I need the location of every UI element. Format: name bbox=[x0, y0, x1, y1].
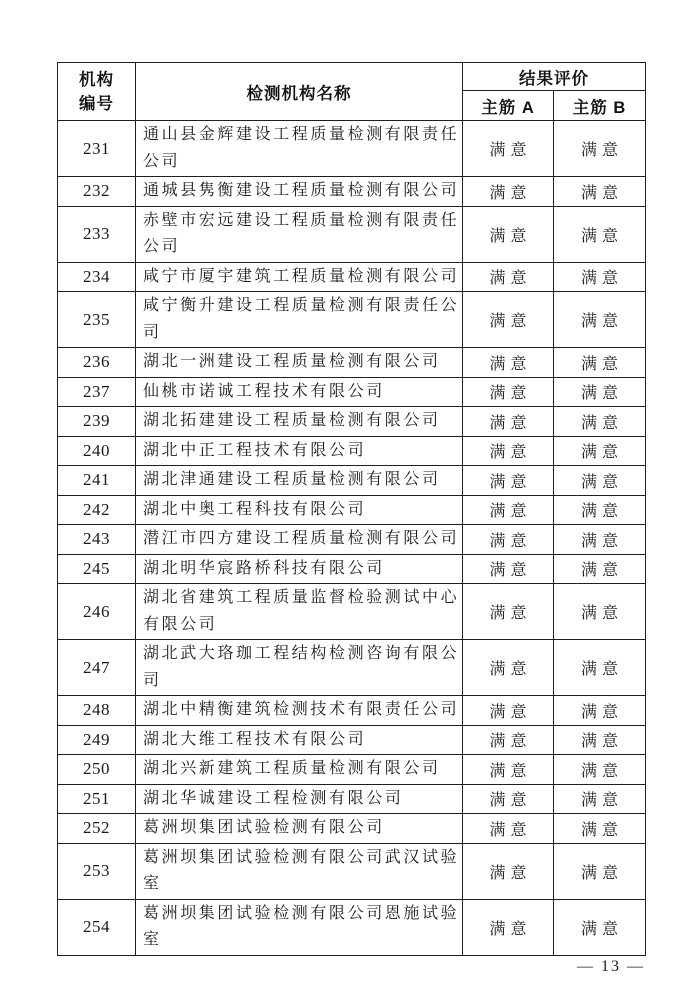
org-id-cell: 234 bbox=[58, 262, 136, 292]
rebar-b-result-cell: 满意 bbox=[554, 292, 646, 348]
rebar-b-result-cell: 满意 bbox=[554, 696, 646, 726]
rebar-a-result-cell: 满意 bbox=[463, 755, 554, 785]
org-id-cell: 249 bbox=[58, 725, 136, 755]
header-rebar-b: 主筋 B bbox=[554, 91, 646, 121]
header-org-name: 检测机构名称 bbox=[136, 63, 463, 121]
rebar-b-result-cell: 满意 bbox=[554, 554, 646, 584]
rebar-b-result-cell: 满意 bbox=[554, 584, 646, 640]
org-name-cell: 湖北一洲建设工程质量检测有限公司 bbox=[136, 348, 463, 378]
rebar-a-result-cell: 满意 bbox=[463, 554, 554, 584]
table-row bbox=[58, 640, 646, 696]
header-org-id-line1: 机构 bbox=[79, 70, 114, 89]
table-row bbox=[58, 292, 646, 348]
table-row bbox=[58, 121, 646, 177]
org-id-cell: 242 bbox=[58, 495, 136, 525]
org-name-cell: 通城县隽衡建设工程质量检测有限公司 bbox=[136, 177, 463, 207]
org-id-cell: 253 bbox=[58, 843, 136, 899]
rebar-b-result-cell: 满意 bbox=[554, 262, 646, 292]
org-name-cell: 湖北省建筑工程质量监督检验测试中心有限公司 bbox=[136, 584, 463, 640]
rebar-b-result-cell: 满意 bbox=[554, 784, 646, 814]
evaluation-table bbox=[57, 62, 646, 956]
org-name-cell: 咸宁市厦宇建筑工程质量检测有限公司 bbox=[136, 262, 463, 292]
rebar-a-result-cell: 满意 bbox=[463, 725, 554, 755]
org-id-cell: 240 bbox=[58, 436, 136, 466]
table-row bbox=[58, 584, 646, 640]
rebar-a-result-cell: 满意 bbox=[463, 640, 554, 696]
rebar-b-result-cell: 满意 bbox=[554, 899, 646, 955]
header-result-group: 结果评价 bbox=[463, 63, 646, 91]
rebar-a-result-cell: 满意 bbox=[463, 814, 554, 844]
rebar-b-result-cell: 满意 bbox=[554, 525, 646, 555]
rebar-b-result-cell: 满意 bbox=[554, 206, 646, 262]
org-name-cell: 湖北大维工程技术有限公司 bbox=[136, 725, 463, 755]
table-row bbox=[58, 755, 646, 785]
table-row bbox=[58, 348, 646, 378]
rebar-b-result-cell: 满意 bbox=[554, 466, 646, 496]
org-id-cell: 233 bbox=[58, 206, 136, 262]
rebar-b-result-cell: 满意 bbox=[554, 436, 646, 466]
table-row bbox=[58, 436, 646, 466]
org-id-cell: 250 bbox=[58, 755, 136, 785]
table-row bbox=[58, 495, 646, 525]
rebar-a-result-cell: 满意 bbox=[463, 584, 554, 640]
table-row bbox=[58, 696, 646, 726]
header-org-id-line2: 编号 bbox=[79, 94, 114, 113]
org-name-cell: 湖北兴新建筑工程质量检测有限公司 bbox=[136, 755, 463, 785]
rebar-b-result-cell: 满意 bbox=[554, 755, 646, 785]
org-id-cell: 241 bbox=[58, 466, 136, 496]
rebar-b-result-cell: 满意 bbox=[554, 348, 646, 378]
header-org-id bbox=[58, 63, 136, 121]
org-id-cell: 254 bbox=[58, 899, 136, 955]
org-name-cell: 湖北武大珞珈工程结构检测咨询有限公司 bbox=[136, 640, 463, 696]
rebar-a-result-cell: 满意 bbox=[463, 525, 554, 555]
rebar-a-result-cell: 满意 bbox=[463, 407, 554, 437]
rebar-a-result-cell: 满意 bbox=[463, 784, 554, 814]
org-name-cell: 通山县金辉建设工程质量检测有限责任公司 bbox=[136, 121, 463, 177]
rebar-a-result-cell: 满意 bbox=[463, 466, 554, 496]
header-row-1 bbox=[58, 63, 646, 91]
org-name-cell: 咸宁衡升建设工程质量检测有限责任公司 bbox=[136, 292, 463, 348]
rebar-b-result-cell: 满意 bbox=[554, 814, 646, 844]
rebar-a-result-cell: 满意 bbox=[463, 348, 554, 378]
org-id-cell: 236 bbox=[58, 348, 136, 378]
org-name-cell: 湖北华诚建设工程检测有限公司 bbox=[136, 784, 463, 814]
table-row bbox=[58, 525, 646, 555]
header-rebar-a: 主筋 A bbox=[463, 91, 554, 121]
org-id-cell: 231 bbox=[58, 121, 136, 177]
rebar-a-result-cell: 满意 bbox=[463, 121, 554, 177]
table-row bbox=[58, 206, 646, 262]
rebar-b-result-cell: 满意 bbox=[554, 725, 646, 755]
rebar-a-result-cell: 满意 bbox=[463, 377, 554, 407]
org-id-cell: 232 bbox=[58, 177, 136, 207]
org-name-cell: 葛洲坝集团试验检测有限公司恩施试验室 bbox=[136, 899, 463, 955]
table-body bbox=[58, 121, 646, 956]
rebar-a-result-cell: 满意 bbox=[463, 899, 554, 955]
rebar-b-result-cell: 满意 bbox=[554, 495, 646, 525]
org-id-cell: 251 bbox=[58, 784, 136, 814]
table-row bbox=[58, 725, 646, 755]
org-id-cell: 247 bbox=[58, 640, 136, 696]
table-row bbox=[58, 377, 646, 407]
page-number: — 13 — bbox=[577, 958, 645, 975]
table-header bbox=[58, 63, 646, 121]
org-name-cell: 仙桃市诺诚工程技术有限公司 bbox=[136, 377, 463, 407]
org-id-cell: 252 bbox=[58, 814, 136, 844]
org-id-cell: 235 bbox=[58, 292, 136, 348]
table-row bbox=[58, 177, 646, 207]
rebar-a-result-cell: 满意 bbox=[463, 696, 554, 726]
org-id-cell: 245 bbox=[58, 554, 136, 584]
org-name-cell: 葛洲坝集团试验检测有限公司武汉试验室 bbox=[136, 843, 463, 899]
rebar-a-result-cell: 满意 bbox=[463, 495, 554, 525]
org-id-cell: 248 bbox=[58, 696, 136, 726]
org-name-cell: 湖北拓建建设工程质量检测有限公司 bbox=[136, 407, 463, 437]
table-row bbox=[58, 466, 646, 496]
org-name-cell: 湖北中正工程技术有限公司 bbox=[136, 436, 463, 466]
org-id-cell: 243 bbox=[58, 525, 136, 555]
org-name-cell: 湖北中奥工程科技有限公司 bbox=[136, 495, 463, 525]
table-row bbox=[58, 843, 646, 899]
rebar-b-result-cell: 满意 bbox=[554, 177, 646, 207]
rebar-b-result-cell: 满意 bbox=[554, 377, 646, 407]
org-id-cell: 239 bbox=[58, 407, 136, 437]
rebar-a-result-cell: 满意 bbox=[463, 843, 554, 899]
rebar-a-result-cell: 满意 bbox=[463, 292, 554, 348]
org-name-cell: 湖北中精衡建筑检测技术有限责任公司 bbox=[136, 696, 463, 726]
rebar-b-result-cell: 满意 bbox=[554, 640, 646, 696]
org-name-cell: 葛洲坝集团试验检测有限公司 bbox=[136, 814, 463, 844]
table-row bbox=[58, 262, 646, 292]
table-row bbox=[58, 784, 646, 814]
rebar-b-result-cell: 满意 bbox=[554, 121, 646, 177]
rebar-a-result-cell: 满意 bbox=[463, 206, 554, 262]
org-id-cell: 246 bbox=[58, 584, 136, 640]
rebar-a-result-cell: 满意 bbox=[463, 262, 554, 292]
rebar-a-result-cell: 满意 bbox=[463, 436, 554, 466]
table-row bbox=[58, 814, 646, 844]
rebar-b-result-cell: 满意 bbox=[554, 407, 646, 437]
org-id-cell: 237 bbox=[58, 377, 136, 407]
org-name-cell: 湖北津通建设工程质量检测有限公司 bbox=[136, 466, 463, 496]
org-name-cell: 赤壁市宏远建设工程质量检测有限责任公司 bbox=[136, 206, 463, 262]
table-row bbox=[58, 899, 646, 955]
org-name-cell: 潜江市四方建设工程质量检测有限公司 bbox=[136, 525, 463, 555]
table-row bbox=[58, 407, 646, 437]
rebar-b-result-cell: 满意 bbox=[554, 843, 646, 899]
org-name-cell: 湖北明华宸路桥科技有限公司 bbox=[136, 554, 463, 584]
rebar-a-result-cell: 满意 bbox=[463, 177, 554, 207]
table-row bbox=[58, 554, 646, 584]
